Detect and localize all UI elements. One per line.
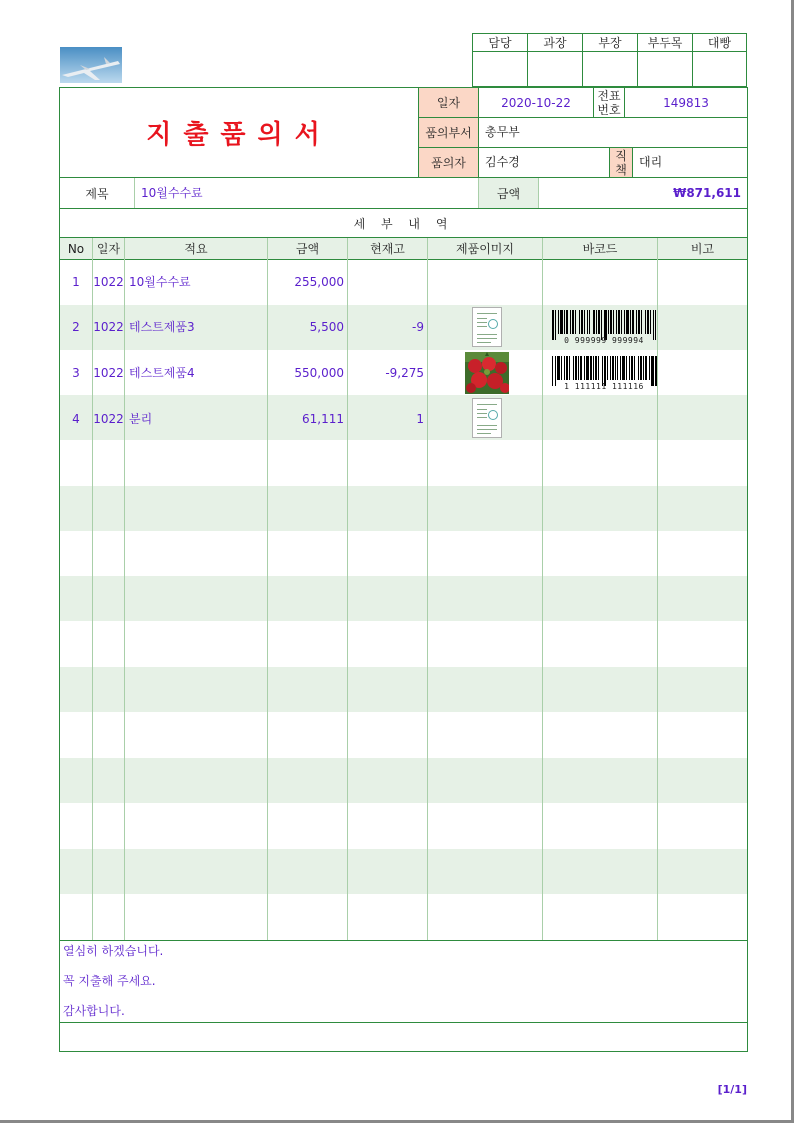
position-label: [610, 148, 632, 177]
barcode-bar: [643, 356, 644, 380]
page-indicator: [1/1]: [717, 1083, 747, 1096]
row-no: 2: [72, 320, 80, 334]
barcode-bar: [650, 310, 651, 334]
barcode-bar: [564, 356, 565, 380]
barcode-bar: [630, 310, 631, 334]
row-date: 1022: [93, 366, 124, 380]
barcode-image: [550, 310, 658, 345]
table-row-empty[interactable]: [60, 849, 747, 894]
subject-value[interactable]: 10월수수료: [141, 186, 203, 200]
col-header-product-image: 제품이미지: [456, 242, 514, 256]
table-row-empty[interactable]: [60, 712, 747, 758]
table-row[interactable]: [60, 350, 747, 395]
barcode-bar: [610, 356, 611, 380]
row-no: 3: [72, 366, 80, 380]
barcode-bar: [638, 356, 639, 380]
table-row-empty[interactable]: [60, 667, 747, 712]
table-row-empty[interactable]: [60, 440, 747, 486]
approval-box: [472, 33, 747, 87]
note-line: 열심히 하겠습니다.: [63, 944, 164, 958]
barcode-bar: [575, 310, 576, 334]
col-header-barcode: 바코드: [582, 242, 618, 256]
company-logo: [60, 47, 122, 83]
barcode-bar: [632, 310, 634, 334]
row-stock: -9,275: [385, 366, 424, 380]
barcode-bar: [598, 356, 599, 380]
barcode-bar: [581, 310, 583, 334]
requester-value[interactable]: 김수경: [485, 155, 520, 169]
table-row-empty[interactable]: [60, 486, 747, 531]
approval-sign-cell[interactable]: [693, 52, 746, 86]
slip-number-label: [594, 88, 624, 117]
barcode-bar: [645, 310, 646, 334]
document-thumbnail-image[interactable]: [472, 398, 502, 438]
col-header-description: 적요: [184, 242, 208, 256]
barcode-bar: [610, 310, 612, 334]
barcode-bars: [550, 310, 658, 338]
approval-header: 부장: [598, 36, 622, 50]
subject-label: 제목: [85, 186, 109, 201]
barcode-bar: [584, 310, 585, 334]
barcode-bar: [634, 356, 635, 380]
row-description: 10월수수료: [129, 275, 191, 289]
approval-sign-cell[interactable]: [638, 52, 692, 86]
col-header-stock: 현재고: [370, 242, 405, 256]
barcode-bar: [573, 356, 574, 380]
department-label: 품의부서: [419, 118, 478, 147]
strawberry-product-image[interactable]: [465, 352, 509, 394]
row-no: 4: [72, 412, 80, 426]
barcode-bar: [629, 356, 630, 380]
barcode-bar: [593, 310, 595, 334]
barcode-image: [550, 356, 658, 391]
row-date: 1022: [93, 275, 124, 289]
position-value[interactable]: 대리: [639, 155, 663, 169]
barcode-bar: [589, 310, 590, 334]
row-amount: 255,000: [294, 275, 344, 289]
barcode-bar: [580, 356, 582, 380]
barcode-bar: [622, 356, 625, 380]
barcode-bar: [618, 310, 620, 334]
approval-sign-cell[interactable]: [528, 52, 582, 86]
row-stock: -9: [412, 320, 424, 334]
row-amount: 5,500: [309, 320, 344, 334]
barcode-bar: [572, 310, 574, 334]
barcode-bar: [636, 310, 637, 334]
table-row-empty[interactable]: [60, 531, 747, 576]
row-date: 1022: [93, 412, 124, 426]
table-row-empty[interactable]: [60, 758, 747, 803]
barcode-bar: [564, 310, 565, 334]
barcode-bar: [593, 356, 594, 380]
barcode-bar: [645, 356, 647, 380]
barcode-bar: [584, 356, 585, 380]
row-description: 분리: [129, 412, 153, 426]
approval-sign-cell[interactable]: [583, 52, 637, 86]
document-thumbnail-image[interactable]: [472, 307, 502, 347]
position-label-text: 직책: [615, 148, 627, 177]
barcode-bar: [638, 310, 640, 334]
barcode-bar: [596, 310, 597, 334]
barcode-bar: [626, 310, 629, 334]
row-amount: 550,000: [294, 366, 344, 380]
slip-number-label-text: 전표번호: [597, 88, 621, 117]
barcode-bar: [598, 310, 600, 334]
approval-header: 부두목: [647, 36, 683, 50]
barcode-bar: [615, 356, 616, 380]
barcode-text: 0 999999 999994: [564, 336, 644, 345]
col-header-amount: 금액: [295, 242, 320, 256]
row-stock: 1: [416, 412, 424, 426]
barcode-bar: [579, 310, 580, 334]
barcode-bar: [624, 310, 625, 334]
slip-number-value[interactable]: 149813: [663, 95, 709, 110]
approval-header: 과장: [543, 36, 567, 50]
col-header-no: No: [67, 241, 85, 256]
barcode-bar: [620, 356, 621, 380]
table-row[interactable]: [60, 305, 747, 350]
detail-section-title: 세 부 내 역: [353, 216, 454, 231]
table-row-empty[interactable]: [60, 576, 747, 622]
barcode-bar: [626, 356, 627, 380]
barcode-bar: [590, 356, 592, 380]
note-line: 꼭 지출해 주세요.: [63, 974, 156, 988]
approval-header: 담당: [488, 36, 512, 50]
barcode-bar: [570, 310, 571, 334]
table-row[interactable]: [60, 395, 747, 440]
row-description: 테스트제품4: [129, 366, 195, 380]
col-header-date: 일자: [96, 242, 121, 256]
barcode-bars: [550, 356, 658, 384]
table-row[interactable]: [60, 260, 747, 305]
barcode-bar: [621, 310, 622, 334]
barcode-bar: [575, 356, 577, 380]
barcode-text: 1 111111 111116: [564, 382, 644, 391]
barcode-bar: [578, 356, 579, 380]
row-no: 1: [72, 275, 80, 289]
barcode-bar: [569, 356, 570, 380]
table-row-empty[interactable]: [60, 894, 747, 940]
barcode-bar: [560, 310, 563, 334]
date-value[interactable]: 2020-10-22: [501, 95, 571, 110]
approval-sign-cell[interactable]: [473, 52, 527, 86]
barcode-bar: [557, 356, 560, 380]
barcode-bar: [616, 310, 617, 334]
barcode-bar: [641, 310, 642, 334]
approval-header: 대빵: [707, 36, 732, 50]
barcode-bar: [647, 310, 649, 334]
barcode-bar: [587, 310, 588, 334]
row-date: 1022: [93, 320, 124, 334]
barcode-bar: [558, 310, 559, 334]
barcode-bar: [640, 356, 642, 380]
barcode-bar: [595, 356, 597, 380]
row-description: 테스트제품3: [129, 320, 195, 334]
barcode-bar: [649, 356, 650, 380]
row-amount: 61,111: [302, 412, 344, 426]
amount-label: 금액: [479, 178, 538, 208]
barcode-bar: [631, 356, 633, 380]
note-line: 감사합니다.: [63, 1004, 125, 1018]
barcode-bar: [586, 356, 589, 380]
department-value[interactable]: 총무부: [485, 125, 520, 139]
page-title: 지출품의서: [146, 120, 332, 150]
requester-label: 품의자: [419, 148, 478, 177]
barcode-bar: [607, 356, 608, 380]
barcode-bar: [612, 356, 614, 380]
col-header-remarks: 비고: [690, 242, 715, 256]
barcode-bar: [617, 356, 618, 380]
table-row-empty[interactable]: [60, 622, 747, 667]
barcode-bar: [608, 310, 609, 334]
barcode-bar: [613, 310, 614, 334]
barcode-bar: [566, 356, 568, 380]
date-label: 일자: [419, 88, 478, 117]
barcode-bar: [561, 356, 562, 380]
table-row-empty[interactable]: [60, 803, 747, 849]
total-amount: ₩871,611: [673, 186, 741, 200]
barcode-bar: [566, 310, 568, 334]
